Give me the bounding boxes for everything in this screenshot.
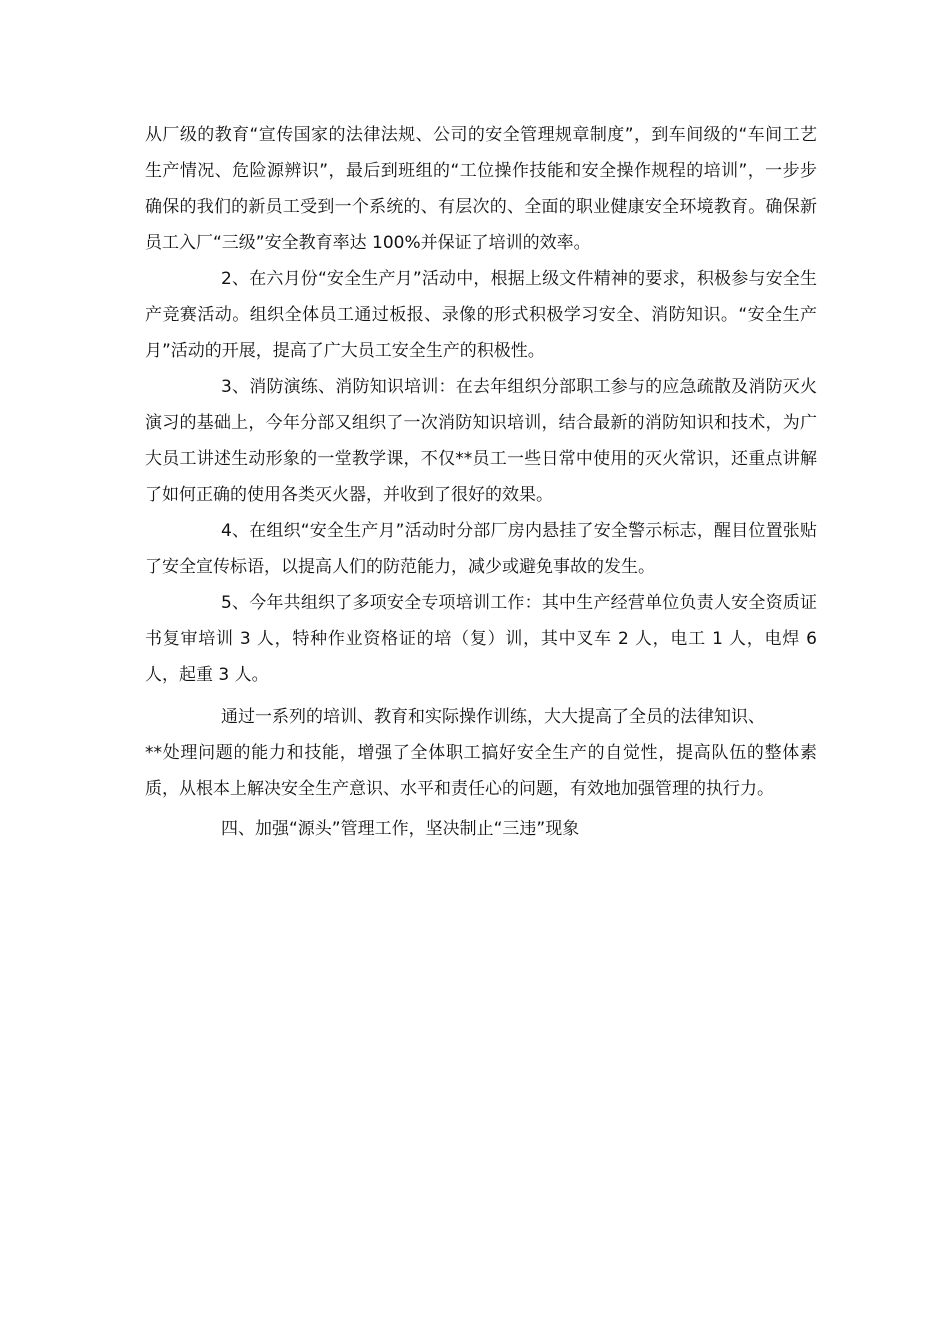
- paragraph-safety-month: 2、在六月份“安全生产月”活动中，根据上级文件精神的要求，积极参与安全生产竞赛活动。组织全体员工通过板报、录像的形式积极学习安全、消防知识。“安全生产月”活动的开展，提高了广大员工安全生产的积极性。: [145, 269, 817, 361]
- paragraph-three-level-education: 从厂级的教育“宣传国家的法律法规、公司的安全管理规章制度”，到车间级的“车间工艺生产情况、危险源辨识”，最后到班组的“工位操作技能和安全操作规程的培训”，一步步确保的我们的新员工受到一个系统的、有层次的、全面的职业健康安全环境教育。确保新员工入厂“三级”安全教育率达 100%并保证了培训的效率。: [145, 125, 817, 253]
- paragraph-training-results-start: 通过一系列的培训、教育和实际操作训练，大大提高了全员的法律知识、: [221, 707, 765, 727]
- section-heading-four: 四、加强“源头”管理工作，坚决制止“三违”现象: [221, 819, 580, 839]
- paragraph-warning-signs: 4、在组织“安全生产月”活动时分部厂房内悬挂了安全警示标志，醒目位置张贴了安全宣传标语，以提高人们的防范能力，减少或避免事故的发生。: [145, 521, 817, 577]
- paragraph-fire-drill-training: 3、消防演练、消防知识培训：在去年组织分部职工参与的应急疏散及消防灭火演习的基础上，今年分部又组织了一次消防知识培训，结合最新的消防知识和技术，为广大员工讲述生动形象的一堂教学课，不仅**员工一些日常中使用的灭火常识，还重点讲解了如何正确的使用各类灭火器，并收到了很好的效果。: [145, 377, 817, 505]
- document-body: [145, 117, 817, 847]
- paragraph-special-training: 5、今年共组织了多项安全专项培训工作：其中生产经营单位负责人安全资质证书复审培训 3 人，特种作业资格证的培（复）训，其中叉车 2 人，电工 1 人，电焊 6 人，起重 3 人。: [145, 593, 817, 685]
- paragraph-training-results-continued: **处理问题的能力和技能，增强了全体职工搞好安全生产的自觉性，提高队伍的整体素质，从根本上解决安全生产意识、水平和责任心的问题，有效地加强管理的执行力。: [145, 743, 817, 799]
